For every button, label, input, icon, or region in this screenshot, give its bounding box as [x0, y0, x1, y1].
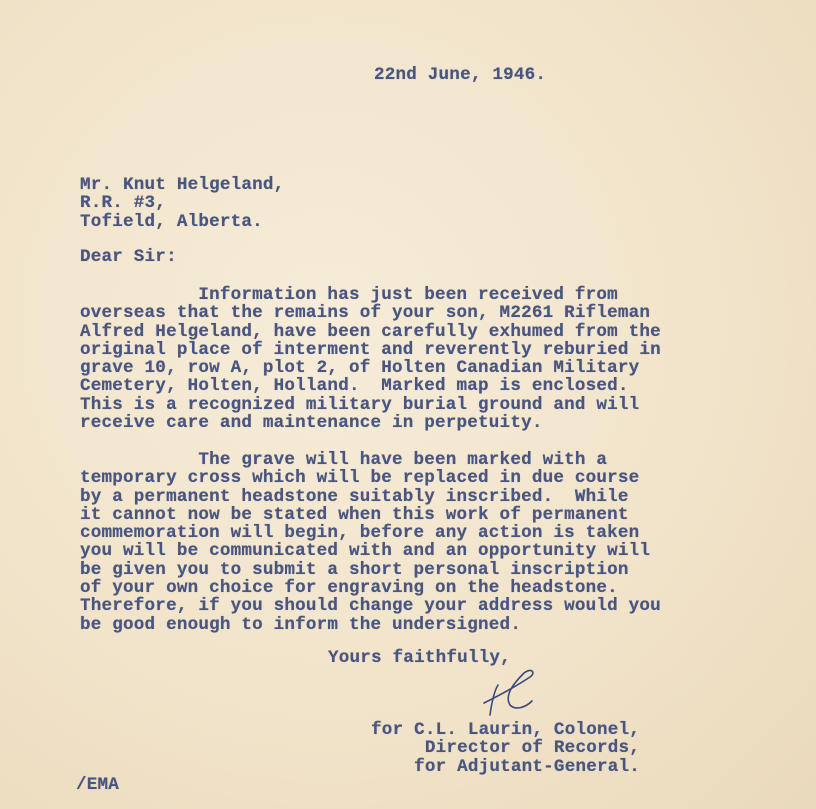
- body-line: receive care and maintenance in perpetuity.: [80, 413, 543, 434]
- body-line: of your own choice for engraving on the headstone.: [80, 578, 618, 599]
- recipient-line: Mr. Knut Helgeland,: [80, 175, 285, 195]
- reference-initials: /EMA: [76, 775, 120, 795]
- body-line: commemoration will begin, before any action is taken: [80, 523, 640, 544]
- signature-block: [371, 721, 640, 776]
- signature-line: for Adjutant-General.: [414, 756, 640, 777]
- body-line: it cannot now be stated when this work of permanent: [80, 504, 629, 525]
- body-line: be given you to submit a short personal inscription: [80, 559, 629, 580]
- body-line: The grave will have been marked with a: [80, 450, 608, 470]
- letter-date: 22nd June, 1946.: [374, 65, 547, 85]
- body-line: by a permanent headstone suitably inscribed. While: [80, 486, 629, 507]
- body-line: original place of interment and reverently reburied in: [80, 339, 661, 360]
- signature-line: for C.L. Laurin, Colonel,: [371, 720, 640, 740]
- recipient-address: [80, 176, 284, 231]
- body-line: overseas that the remains of your son, M2261 Rifleman: [80, 303, 651, 324]
- body-line: you will be communicated with and an opportunity will: [80, 541, 651, 562]
- salutation: Dear Sir:: [80, 247, 177, 267]
- body-line: Alfred Helgeland, have been carefully exhumed from the: [80, 321, 661, 342]
- signature-line: Director of Records,: [424, 738, 640, 759]
- paragraph-2: [80, 451, 661, 634]
- body-line: be good enough to inform the undersigned.: [80, 614, 522, 635]
- closing: Yours faithfully,: [328, 648, 511, 668]
- body-line: Cemetery, Holten, Holland. Marked map is enclosed.: [80, 376, 629, 397]
- recipient-line: R.R. #3,: [80, 193, 167, 214]
- body-line: Therefore, if you should change your address would you: [80, 596, 661, 617]
- recipient-line: Tofield, Alberta.: [80, 211, 263, 232]
- body-line: grave 10, row A, plot 2, of Holten Canadian Military: [80, 358, 640, 379]
- body-line: This is a recognized military burial ground and will: [80, 394, 640, 415]
- body-line: Information has just been received from: [80, 285, 618, 305]
- paragraph-1: [80, 286, 661, 432]
- body-line: temporary cross which will be replaced in due course: [80, 468, 640, 489]
